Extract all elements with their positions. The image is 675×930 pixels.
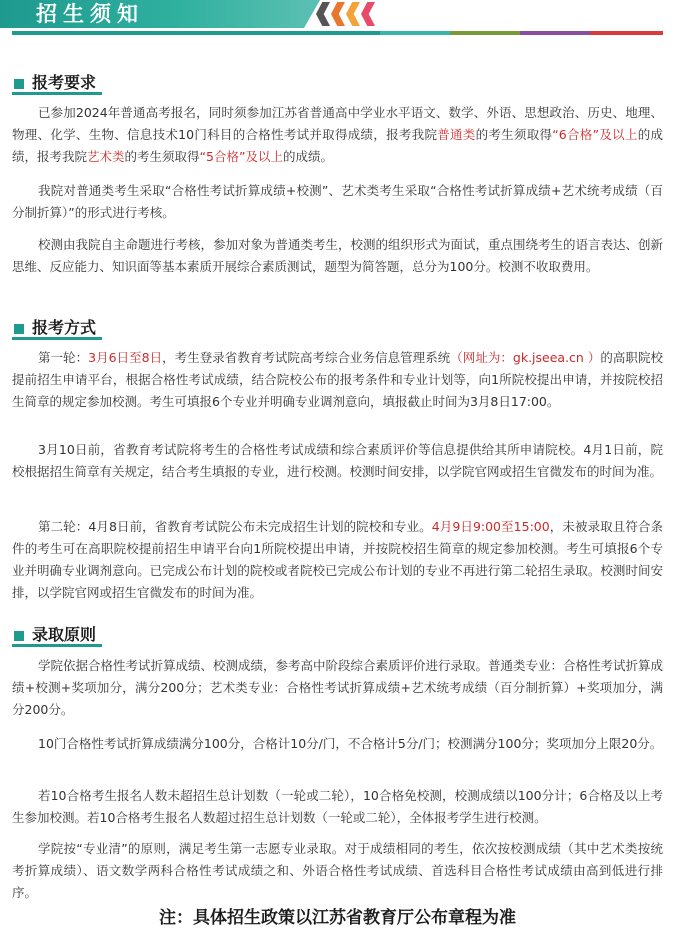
chevron-icon-2 xyxy=(331,2,345,26)
section-title: 录取原则 xyxy=(32,624,97,644)
paragraph-requirements-2: 我院对普通类考生采取“合格性考试折算成绩+校测”、艺术类考生采取“合格性考试折算成绩+艺术统考成绩（百分制折算）”的形式进行考核。 xyxy=(12,183,663,220)
text-run: 第二轮：4月8日前，省教育考试院公布未完成招生计划的院校和专业。 xyxy=(38,519,432,534)
section-method-heading xyxy=(12,313,96,339)
highlight-text: “6合格”及以上 xyxy=(552,127,638,142)
text-run: 的成绩，报考我院 xyxy=(12,127,663,164)
paragraph-method-2: 3月10日前，省教育考试院将考生的合格性考试成绩和综合素质评价等信息提供给其所申请院校。4月1日前，院校根据招生简章有关规定，结合考生填报的专业，进行校测。校测时间安排，以学院官网或招生官微发布的时间为准。 xyxy=(12,442,663,479)
section-requirements-heading xyxy=(12,68,96,94)
paragraph-admission-1: 学院依据合格性考试折算成绩、校测成绩，参考高中阶段综合素质评价进行录取。普通类专业：合格性考试折算成绩+校测+奖项加分，满分200分；艺术类专业：合格性考试折算成绩+艺术统考成绩（百分制折算）+奖项加分，满分200分。 xyxy=(12,658,664,717)
paragraph-method-3 xyxy=(12,516,663,604)
paragraph-admission-2: 10门合格性考试折算成绩满分100分，合格计10分/门，不合格计5分/门；校测满分100分；奖项加分上限20分。 xyxy=(38,736,663,751)
text-run: 的高职院校提前招生申请平台，根据合格性考试成绩，结合院校公布的报考条件和专业计划等，向1所院校提出申请，并按院校招生简章的规定参加校测。考生可填报6个专业并明确专业调剂意向，填报截止时间为3月8日17:00。 xyxy=(12,350,663,409)
paragraph-requirements-1 xyxy=(12,102,663,168)
text-run: 已参加2024年普通高考报名，同时须参加江苏省普通高中学业水平语文、数学、外语、思想政治、历史、地理、物理、化学、生物、信息技术10门科目的合格性考试并取得成绩，报考我院 xyxy=(12,105,663,142)
divider-stripe-1 xyxy=(12,31,380,35)
paragraph-admission-4: 学院按“专业清”的原则，满足考生第一志愿专业录取。对于成绩相同的考生，依次按校测成绩（其中艺术类按统考折算成绩）、语文数学两科合格性考试成绩之和、外语合格性考试成绩、首选科目合格性考试成绩由高到低进行排序。 xyxy=(12,841,663,900)
text-run: ，考生登录省教育考试院高考综合业务信息管理系统 xyxy=(162,350,451,365)
highlight-text: “5合格”及以上 xyxy=(199,149,283,164)
policy-note: 注：具体招生政策以江苏省教育厅公布章程为准 xyxy=(159,908,516,928)
section-underline xyxy=(12,337,102,340)
section-underline xyxy=(12,92,102,95)
section-underline xyxy=(12,644,102,647)
text-run: 第一轮： xyxy=(38,350,89,365)
highlight-text: 艺术类 xyxy=(87,149,125,164)
page-title: 招生须知 xyxy=(36,2,144,26)
section-marker xyxy=(14,324,24,334)
chevron-icon-4 xyxy=(361,2,375,26)
paragraph-method-1 xyxy=(12,347,663,413)
highlight-text: （网址为：gk.jseea.cn ） xyxy=(450,350,601,365)
highlight-text: 4月9日9:00至15:00 xyxy=(431,519,550,534)
text-run: 的考生须取得 xyxy=(475,127,553,142)
divider-stripe-2 xyxy=(380,31,450,35)
text-run: 的考生须取得 xyxy=(124,149,200,164)
section-title: 报考方式 xyxy=(32,317,97,337)
text-run: 的成绩。 xyxy=(282,149,333,164)
highlight-text: 3月6日至8日 xyxy=(88,350,163,365)
paragraph-admission-3: 若10合格考生报名人数未超招生总计划数（一轮或二轮），10合格免校测，校测成绩以100分计；6合格及以上考生参加校测。若10合格考生报名人数超过招生总计划数（一轮或二轮），全体报考学生进行校测。 xyxy=(12,788,663,825)
chevron-icon-1 xyxy=(316,2,330,26)
section-title: 报考要求 xyxy=(32,72,97,92)
paragraph-requirements-3: 校测由我院自主命题进行考核，参加对象为普通类考生，校测的组织形式为面试，重点围绕考生的语言表达、创新思维、反应能力、知识面等基本素质开展综合素质测试，题型为简答题，总分为100分。校测不收取费用。 xyxy=(12,237,664,274)
chevron-icon-3 xyxy=(346,2,360,26)
divider-stripe-5 xyxy=(590,31,663,35)
divider-stripe-3 xyxy=(450,31,520,35)
text-run: ，未被录取且符合条件的考生可在高职院校提前招生申请平台向1所院校提出申请，并按院校招生简章的规定参加校测。考生可填报6个专业并明确专业调剂意向。已完成公布计划的院校或者院校已完成公布计划的专业不再进行第二轮招生录取。校测时间安排，以学院官网或招生官微发布的时间为准。 xyxy=(12,519,663,600)
section-admission-heading xyxy=(12,620,96,646)
section-marker xyxy=(14,631,24,641)
section-marker xyxy=(14,79,24,89)
divider-stripe-4 xyxy=(520,31,590,35)
highlight-text: 普通类 xyxy=(437,127,476,142)
